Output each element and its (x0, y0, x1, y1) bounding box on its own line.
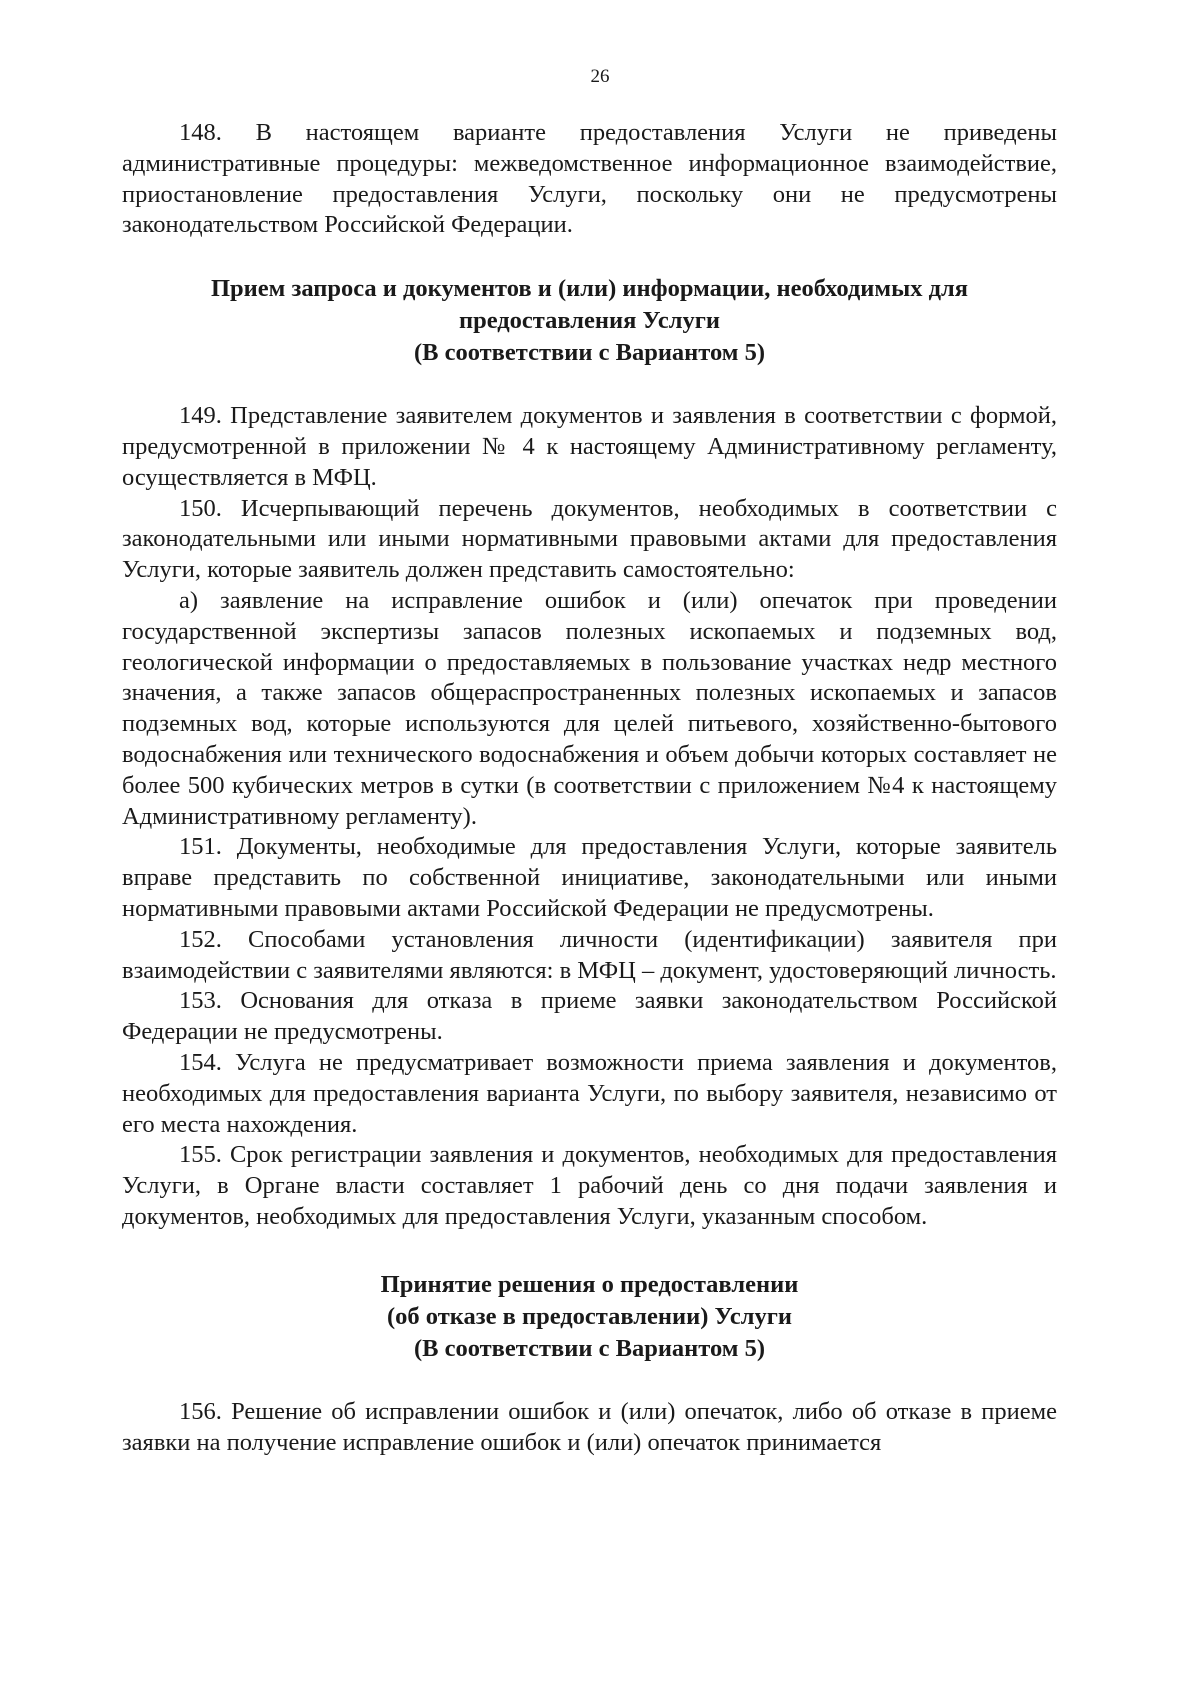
heading-line: Принятие решения о предоставлении (380, 1270, 799, 1298)
paragraph-152: 152. Способами установления личности (идентификации) заявителя при взаимодействии с заявителями являются: в МФЦ – документ, удостоверяющий личность. (122, 925, 1057, 984)
paragraph-155: 155. Срок регистрации заявления и документов, необходимых для предоставления Услуги, в Органе власти составляет 1 рабочий день со дня подачи заявления и документов, необходимых для предоставления Услуги, указанным способом. (122, 1141, 1057, 1230)
paragraph-153: 153. Основания для отказа в приеме заявки законодательством Российской Федерации не предусмотрены. (122, 987, 1057, 1046)
page-number: 26 (590, 66, 610, 87)
section-heading-decision (122, 1269, 1057, 1365)
section-heading-reception (122, 273, 1057, 369)
paragraph-154: 154. Услуга не предусматривает возможности приема заявления и документов, необходимых для предоставления варианта Услуги, по выбору заявителя, независимо от его места нахождения. (122, 1048, 1057, 1138)
document-body (122, 118, 1057, 1458)
paragraph-149: 149. Представление заявителем документов и заявления в соответствии с формой, предусмотренной в приложении № 4 к настоящему Административному регламенту, осуществляется в МФЦ. (122, 402, 1057, 491)
paragraph-156: 156. Решение об исправлении ошибок и (или) опечаток, либо об отказе в приеме заявки на получение исправление ошибок и (или) опечаток принимается (122, 1397, 1057, 1456)
paragraph-150: 150. Исчерпывающий перечень документов, необходимых в соответствии с законодательными или иными нормативными правовыми актами для предоставления Услуги, которые заявитель должен представить самостоятельно: (122, 494, 1057, 584)
heading-line: (об отказе в предоставлении) Услуги (387, 1302, 792, 1330)
paragraph-151: 151. Документы, необходимые для предоставления Услуги, которые заявитель вправе представить по собственной инициативе, законодательными или иными нормативными правовыми актами Российской Федерации не предусмотрены. (122, 833, 1057, 922)
heading-line: (В соответствии с Вариантом 5) (413, 1334, 766, 1362)
paragraph-150-a: а) заявление на исправление ошибок и (или) опечаток при проведении государственной экспертизы запасов полезных ископаемых и подземных вод, геологической информации о предоставляемых в пользование участках недр местного значения, а также запасов общераспространенных полезных ископаемых и запасов подземных вод, которые используются для целей питьевого, хозяйственно-бытового водоснабжения или технического водоснабжения и объем добычи которых составляет не более 500 кубических метров в сутки (в соответствии с приложением №4 к настоящему Административному регламенту). (122, 586, 1057, 830)
paragraph-148: 148. В настоящем варианте предоставления Услуги не приведены административные процедуры: межведомственное информационное взаимодействие, приостановление предоставления Услуги, поскольку они не предусмотрены законодательством Российской Федерации. (122, 119, 1057, 239)
heading-line: предоставления Услуги (459, 307, 720, 335)
heading-line: (В соответствии с Вариантом 5) (413, 339, 766, 367)
heading-line: Прием запроса и документов и (или) информации, необходимых для (211, 275, 968, 303)
